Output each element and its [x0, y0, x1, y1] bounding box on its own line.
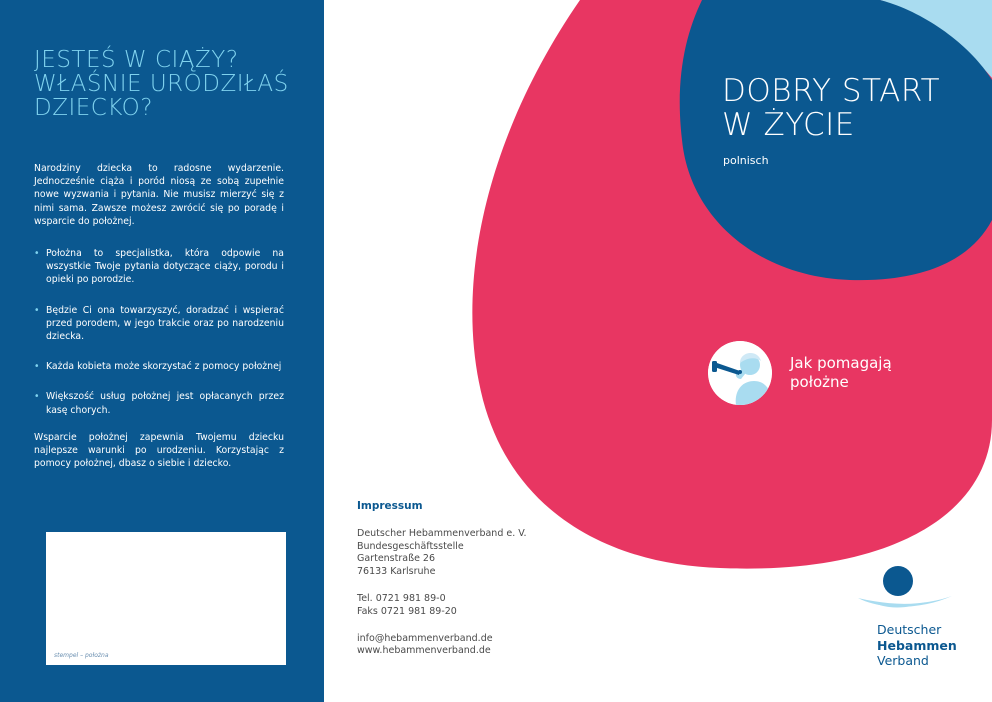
- impressum-phone: [357, 593, 587, 619]
- bullet-item: [34, 360, 284, 373]
- outro-paragraph: Wsparcie położnej zapewnia Twojemu dziecku najlepsze warunki po urodzeniu. Korzystając z pomocy położnej, dbasz o siebie i dziecko.: [34, 432, 284, 470]
- impressum-title: Impressum: [357, 500, 423, 512]
- bullet-text: Położna to specjalistka, która odpowie na wszystkie Twoje pytania dotyczące ciąży, porodu i opieki po porodzie.: [46, 248, 284, 286]
- phone-line: Tel. 0721 981 89-0: [357, 592, 446, 604]
- address-line: Gartenstraße 26: [357, 553, 436, 565]
- bullet-item: [34, 390, 284, 416]
- email-link[interactable]: info@hebammenverband.de: [357, 632, 493, 644]
- logo-line-2: Hebammen: [877, 637, 957, 653]
- bullet-item: [34, 304, 284, 344]
- impressum-address: [357, 528, 587, 579]
- bullet-text: Większość usług położnej jest opłacanych przez kasę chorych.: [46, 391, 284, 416]
- logo-line-3: Verband: [877, 653, 929, 668]
- logo-text: [877, 622, 957, 669]
- stamp-box: [46, 532, 286, 665]
- left-title-line: JESTEŚ W CIĄŻY?: [34, 47, 239, 73]
- cover-subtitle-line: położne: [790, 373, 849, 391]
- cover-title-line: DOBRY START: [722, 73, 941, 109]
- bullet-text: Będzie Ci ona towarzyszyć, doradzać i wspierać przed porodem, w jego trakcie oraz po narodzeniu dziecka.: [46, 304, 284, 343]
- address-line: Bundesgeschäftsstelle: [357, 540, 464, 552]
- logo-line-1: Deutscher: [877, 622, 942, 637]
- left-title-line: DZIECKO?: [34, 95, 153, 121]
- fax-line: Faks 0721 981 89-20: [357, 605, 457, 617]
- impressum-web: [357, 633, 587, 659]
- stamp-label: stempel – położna: [54, 652, 109, 659]
- left-info-panel: [0, 0, 324, 702]
- bullet-marker: •: [34, 361, 40, 373]
- address-line: Deutscher Hebammenverband e. V.: [357, 527, 527, 539]
- cover-subtitle: [790, 354, 892, 392]
- left-title-line: WŁAŚNIE URODZIŁAŚ: [34, 71, 289, 97]
- bullet-marker: •: [34, 304, 40, 316]
- intro-paragraph: Narodziny dziecka to radosne wydarzenie. Jednocześnie ciąża i poród niosą ze sobą zupełnie nowe wyzwania i pytania. Nie musisz mierzyć się z nimi sama. Zawsze możesz zwrócić się po poradę i wsparcie do położnej.: [34, 163, 284, 227]
- midwife-listening-icon: [708, 341, 772, 405]
- website-link[interactable]: www.hebammenverband.de: [357, 645, 491, 657]
- bullet-marker: •: [34, 248, 40, 259]
- cover-title-line: W ŻYCIE: [722, 107, 855, 143]
- cover-title: [722, 74, 940, 142]
- hebammenverband-logo: [856, 565, 966, 675]
- address-line: 76133 Karlsruhe: [357, 566, 436, 578]
- bullet-marker: •: [34, 391, 40, 403]
- cover-language-label: polnisch: [723, 154, 769, 167]
- bullet-text: Każda kobieta może skorzystać z pomocy położnej: [46, 361, 282, 373]
- cover-subtitle-line: Jak pomagają: [790, 354, 892, 372]
- logo-mark-icon: [856, 565, 966, 621]
- left-panel-title: [34, 48, 304, 120]
- bullet-list: [34, 247, 284, 434]
- bullet-item: [34, 247, 284, 287]
- impressum-section: [357, 500, 587, 672]
